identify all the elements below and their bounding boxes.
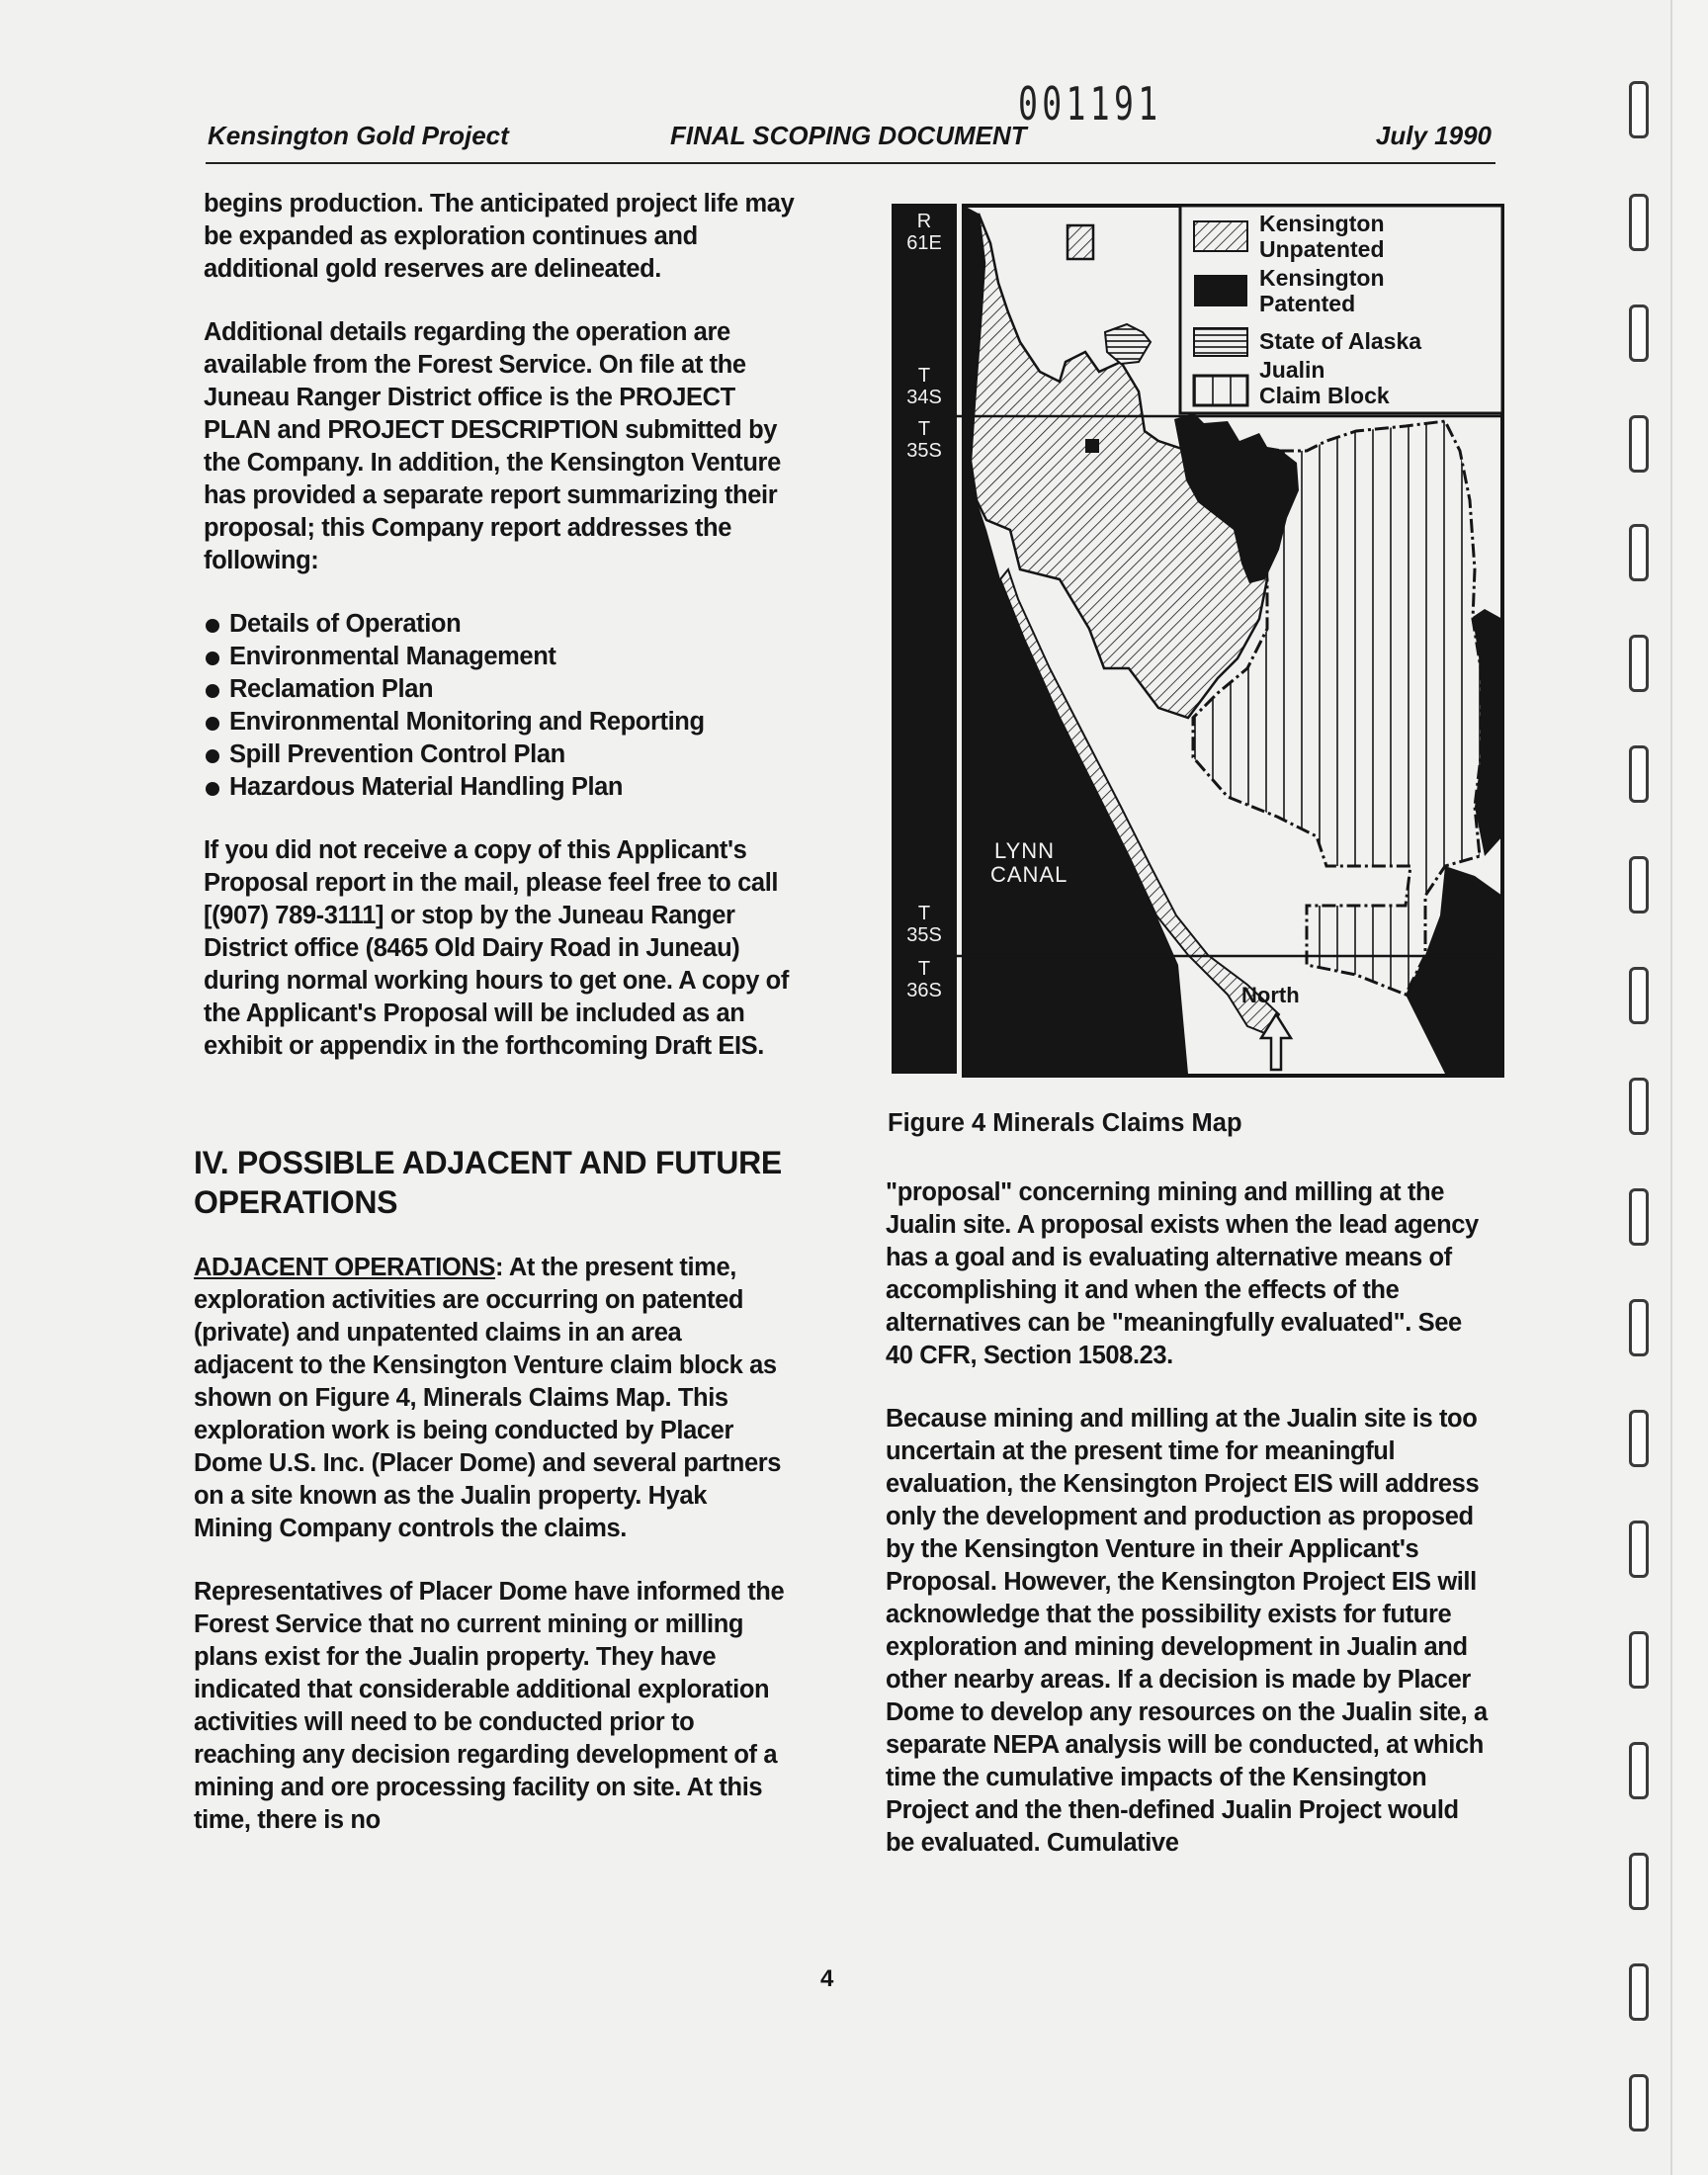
legend-label: Kensington (1259, 211, 1385, 236)
proposal-paragraph: "proposal" concerning mining and milling at the Jualin site. A proposal exists when the lead agency has a goal and is evaluating alternative means of accomplishing it and when the effects of the alternatives can be "meaningfully evaluated". See 40 CFR, Section 1508.23. (886, 1178, 1479, 1369)
binder-hole (1629, 1078, 1649, 1135)
township-label: T (917, 958, 931, 980)
map-legend (1180, 206, 1502, 413)
list-item: Environmental Monitoring and Reporting (204, 706, 797, 739)
intro-paragraph: begins production. The anticipated project life may be expanded as exploration continues and additional gold reserves are delineated. (204, 190, 795, 283)
legend-swatch-jualin (1194, 376, 1247, 405)
adjacent-operations-text: : At the present time, exploration activities are occurring on patented (private) and unpatented claims in an area adjacent to the Kensington Venture claim block as shown on Figure 4, Minerals Claims Map. This exploration work is being conducted by Placer Dome U.S. Inc. (Placer Dome) and several partners on a site known as the Jualin property. Hyak Mining Company controls the claims. (194, 1254, 782, 1542)
list-item: Hazardous Material Handling Plan (204, 771, 797, 804)
township-label: 35S (906, 440, 942, 462)
binder-hole (1629, 1742, 1649, 1799)
right-column (886, 1176, 1489, 1890)
binder-hole (1629, 856, 1649, 914)
township-label: 34S (906, 387, 942, 408)
adjacent-operations-paragraph (194, 1252, 787, 1545)
water-label-lynn: LYNN (994, 838, 1056, 863)
legend-label: Jualin (1259, 357, 1325, 383)
list-item: Details of Operation (204, 608, 797, 641)
legend-swatch-unpatented (1194, 221, 1247, 251)
legend-label: Unpatented (1259, 236, 1385, 262)
binder-hole (1629, 745, 1649, 803)
township-label: T (917, 903, 931, 924)
figure-caption: Figure 4 Minerals Claims Map (888, 1109, 1242, 1137)
township-label: T (917, 418, 931, 440)
binder-hole (1629, 1853, 1649, 1910)
left-column-upper (204, 188, 797, 1093)
legend-label: Patented (1259, 291, 1356, 316)
binder-hole (1629, 1410, 1649, 1467)
binder-hole (1629, 1963, 1649, 2021)
legend-swatch-state (1194, 328, 1247, 356)
unpatented-claim-small (1068, 225, 1093, 259)
water-label-canal: CANAL (990, 862, 1068, 887)
township-label: 35S (906, 924, 942, 946)
report-contents-list (204, 608, 797, 804)
kensington-patented-small (1085, 439, 1099, 453)
binder-hole (1629, 194, 1649, 251)
range-label-r: R (916, 211, 932, 232)
binder-hole (1629, 81, 1649, 138)
header-project-title: Kensington Gold Project (208, 121, 509, 150)
binder-hole (1629, 967, 1649, 1024)
binder-hole (1629, 415, 1649, 473)
range-label-61e: 61E (906, 232, 942, 254)
details-paragraph: Additional details regarding the operation are available from the Forest Service. On file at the Juneau Ranger District office is the PROJECT PLAN and PROJECT DESCRIPTION submitted by the Company. In addition, the Kensington Venture has provided a separate report summarizing their proposal; this Company report addresses the following: (204, 318, 781, 574)
list-item: Spill Prevention Control Plan (204, 739, 797, 771)
north-label: North (1241, 983, 1300, 1007)
page-number: 4 (820, 1965, 834, 1992)
section-heading: IV. POSSIBLE ADJACENT AND FUTURE OPERATIONS (194, 1145, 782, 1220)
binder-hole (1629, 524, 1649, 581)
placer-dome-paragraph: Representatives of Placer Dome have informed the Forest Service that no current mining or milling plans exist for the Jualin property. They have indicated that considerable additional exploration activities will need to be conducted prior to reaching any decision regarding development of a mining and ore processing facility on site. At this time, there is no (194, 1578, 785, 1834)
legend-label: State of Alaska (1259, 328, 1422, 354)
list-item: Reclamation Plan (204, 673, 797, 706)
minerals-claims-map (892, 204, 1504, 1078)
binder-hole (1629, 2074, 1649, 2132)
copy-request-paragraph: If you did not receive a copy of this Applicant's Proposal report in the mail, please feel free to call [(907) 789-3111] or stop by the Juneau Ranger District office (8465 Old Dairy Road in Juneau) during normal working hours to get one. A copy of the Applicant's Proposal will be included as an exhibit or appendix in the forthcoming Draft EIS. (204, 836, 789, 1060)
legend-swatch-patented (1194, 275, 1247, 306)
binder-hole (1629, 304, 1649, 362)
uncertainty-paragraph: Because mining and milling at the Jualin site is too uncertain at the present time for meaningful evaluation, the Kensington Project EIS will address only the development and production as proposed by the Kensington Venture in their Applicant's Proposal. However, the Kensington Project EIS will acknowledge that the possibility exists for future exploration and mining development in Jualin and other nearby areas. If a decision is made by Placer Dome to develop any resources on the Jualin site, a separate NEPA analysis will be conducted, at which time the cumulative impacts of the Kensington Project and the then-defined Jualin Project would be evaluated. Cumulative (886, 1405, 1488, 1857)
township-label: T (917, 365, 931, 387)
page-header (206, 119, 1495, 164)
binder-hole (1629, 1299, 1649, 1356)
binder-hole (1629, 1631, 1649, 1689)
legend-label: Claim Block (1259, 383, 1390, 408)
adjacent-operations-label: ADJACENT OPERATIONS (194, 1254, 496, 1281)
document-number: 001191 (1018, 77, 1162, 130)
header-date: July 1990 (1375, 121, 1492, 150)
header-document-title: FINAL SCOPING DOCUMENT (670, 121, 1027, 150)
binder-hole (1629, 635, 1649, 692)
binder-hole (1629, 1521, 1649, 1578)
left-column-lower (194, 1143, 787, 1868)
legend-label: Kensington (1259, 265, 1385, 291)
township-label: 36S (906, 980, 942, 1001)
binder-hole (1629, 1188, 1649, 1246)
list-item: Environmental Management (204, 641, 797, 673)
